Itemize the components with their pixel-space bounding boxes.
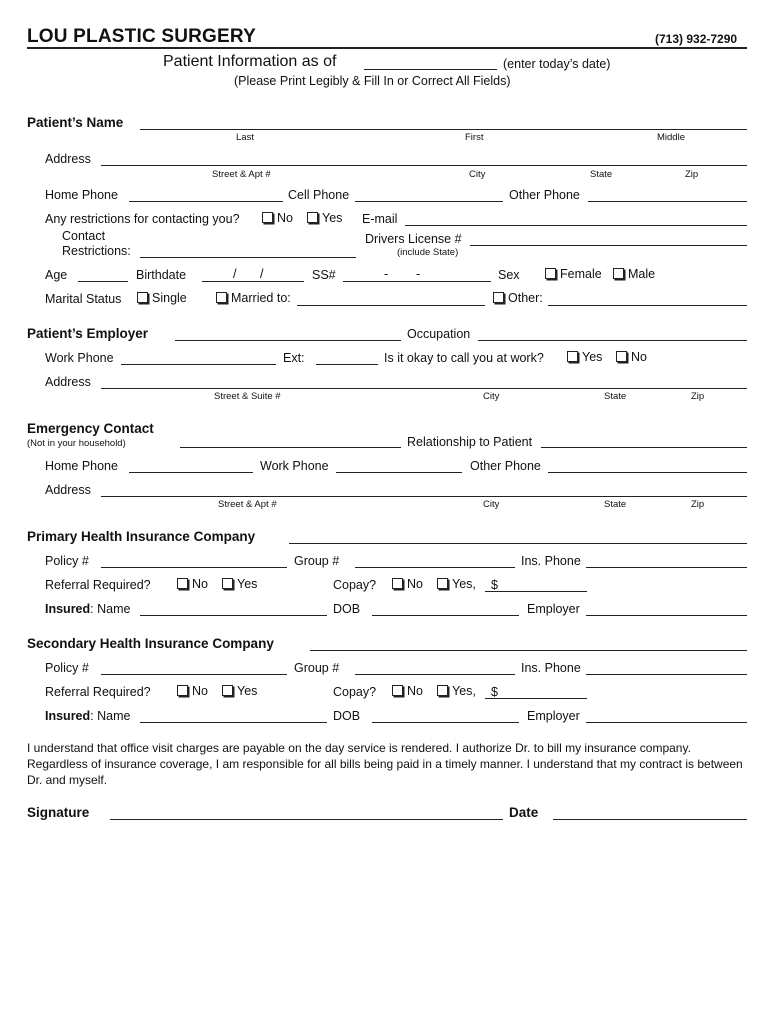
emergency-home-phone-field[interactable] xyxy=(129,472,253,473)
home-phone-label: Home Phone xyxy=(45,188,118,202)
zip-caption: Zip xyxy=(685,169,699,180)
relationship-label: Relationship to Patient xyxy=(407,435,533,449)
emergency-note: (Not in your household) xyxy=(27,438,126,449)
ins-phone-field[interactable] xyxy=(586,674,747,675)
referral-label: Referral Required? xyxy=(45,685,151,699)
dollar-sign: $ xyxy=(491,578,498,592)
street-caption: Street & Apt # xyxy=(218,499,277,510)
insured-name-field[interactable] xyxy=(140,615,327,616)
street-suite-caption: Street & Suite # xyxy=(214,391,281,402)
married-option[interactable]: Married to: xyxy=(216,291,291,305)
checkbox[interactable] xyxy=(392,685,403,696)
patient-name-label: Patient’s Name xyxy=(27,115,124,130)
work-phone-field[interactable] xyxy=(121,364,276,365)
copay-amount-field[interactable] xyxy=(485,591,587,592)
signature-field[interactable] xyxy=(110,819,503,820)
copay-no-option[interactable]: No xyxy=(392,577,423,591)
employer-label: Patient’s Employer xyxy=(27,326,149,341)
group-label: Group # xyxy=(294,661,340,675)
dollar-sign: $ xyxy=(491,685,498,699)
insured-name-label: Insured: Name xyxy=(45,709,131,723)
occupation-field[interactable] xyxy=(478,340,747,341)
copay-yes-option[interactable]: Yes, xyxy=(437,684,476,698)
other-phone-field[interactable] xyxy=(588,201,747,202)
middle-caption: Middle xyxy=(657,132,685,143)
drivers-license-label: Drivers License # xyxy=(365,232,462,246)
policy-field[interactable] xyxy=(101,567,287,568)
group-label: Group # xyxy=(294,554,340,568)
checkbox[interactable] xyxy=(222,685,233,696)
checkbox[interactable] xyxy=(545,268,556,279)
emergency-other-phone-field[interactable] xyxy=(548,472,747,473)
employer-address-label: Address xyxy=(45,375,91,389)
employer-label: Employer xyxy=(527,602,580,616)
form-title: Patient Information as of xyxy=(163,53,337,70)
street-caption: Street & Apt # xyxy=(212,169,271,180)
checkbox[interactable] xyxy=(177,685,188,696)
checkbox[interactable] xyxy=(392,578,403,589)
referral-yes-option[interactable]: Yes xyxy=(222,684,257,698)
dob-field[interactable] xyxy=(372,615,519,616)
copay-label: Copay? xyxy=(333,578,377,592)
primary-insurance-label: Primary Health Insurance Company xyxy=(27,529,256,544)
referral-label: Referral Required? xyxy=(45,578,151,592)
checkbox[interactable] xyxy=(493,292,504,303)
ss-dash-1: - xyxy=(384,267,389,281)
secondary-insurance-label: Secondary Health Insurance Company xyxy=(27,636,274,651)
policy-label: Policy # xyxy=(45,661,89,675)
group-field[interactable] xyxy=(355,674,515,675)
female-option[interactable]: Female xyxy=(545,267,602,281)
cell-phone-field[interactable] xyxy=(355,201,503,202)
restrictions-label: Restrictions: xyxy=(62,244,131,258)
zip-caption: Zip xyxy=(691,391,705,402)
copay-no-option[interactable]: No xyxy=(392,684,423,698)
checkbox[interactable] xyxy=(262,212,273,223)
group-field[interactable] xyxy=(355,567,515,568)
copay-amount-field[interactable] xyxy=(485,698,587,699)
emergency-address-label: Address xyxy=(45,483,91,497)
last-caption: Last xyxy=(236,132,254,143)
primary-insurance-field[interactable] xyxy=(289,543,747,544)
checkbox[interactable] xyxy=(216,292,227,303)
checkbox[interactable] xyxy=(137,292,148,303)
referral-no-option[interactable]: No xyxy=(177,684,208,698)
ok-call-no-option[interactable]: No xyxy=(616,350,647,364)
home-phone-field[interactable] xyxy=(129,201,283,202)
single-option[interactable]: Single xyxy=(137,291,187,305)
checkbox[interactable] xyxy=(177,578,188,589)
restrictions-question: Any restrictions for contacting you? xyxy=(45,212,240,226)
restrictions-field[interactable] xyxy=(140,257,356,258)
drivers-license-field[interactable] xyxy=(470,245,747,246)
other-marital-option[interactable]: Other: xyxy=(493,291,543,305)
insured-name-label: Insured: Name xyxy=(45,602,131,616)
checkbox[interactable] xyxy=(437,578,448,589)
birthdate-field[interactable] xyxy=(202,281,304,282)
checkbox[interactable] xyxy=(222,578,233,589)
billing-agreement-text: I understand that office visit charges are payable on the day service is rendered. I authorize Dr. to bill my insurance company. Regardless of insurance coverage, I am responsible for all bills being paid in a timely manner. I understand that my contract is between Dr. and myself. xyxy=(27,741,743,787)
work-phone-label: Work Phone xyxy=(45,351,114,365)
ext-label: Ext: xyxy=(283,351,305,365)
emergency-work-phone-field[interactable] xyxy=(336,472,462,473)
contact-label: Contact xyxy=(62,229,106,243)
checkbox[interactable] xyxy=(437,685,448,696)
state-caption: State xyxy=(604,499,627,510)
header-rule xyxy=(27,47,747,49)
insured-employer-field[interactable] xyxy=(586,722,747,723)
age-label: Age xyxy=(45,268,68,282)
emergency-other-phone-label: Other Phone xyxy=(470,459,541,473)
signature-label: Signature xyxy=(27,805,90,820)
checkbox[interactable] xyxy=(613,268,624,279)
age-field[interactable] xyxy=(78,281,128,282)
state-caption: State xyxy=(590,169,613,180)
date-hint: (enter today’s date) xyxy=(503,57,611,71)
firm-name: LOU PLASTIC SURGERY xyxy=(27,26,256,47)
male-option[interactable]: Male xyxy=(613,267,655,281)
birthdate-slash-1: / xyxy=(233,267,237,281)
ins-phone-label: Ins. Phone xyxy=(521,661,581,675)
birthdate-label: Birthdate xyxy=(136,268,187,282)
ss-field[interactable] xyxy=(343,281,491,282)
married-to-field[interactable] xyxy=(297,305,485,306)
emergency-contact-label: Emergency Contact xyxy=(27,421,154,436)
copay-label: Copay? xyxy=(333,685,377,699)
occupation-label: Occupation xyxy=(407,327,471,341)
ss-dash-2: - xyxy=(416,267,421,281)
city-caption: City xyxy=(469,169,486,180)
office-phone: (713) 932-7290 xyxy=(655,32,738,46)
checkbox[interactable] xyxy=(616,351,627,362)
ins-phone-label: Ins. Phone xyxy=(521,554,581,568)
address-field[interactable] xyxy=(101,165,747,166)
checkbox[interactable] xyxy=(567,351,578,362)
todays-date-field[interactable] xyxy=(364,69,497,70)
birthdate-slash-2: / xyxy=(260,267,264,281)
ins-phone-field[interactable] xyxy=(586,567,747,568)
emergency-address-field[interactable] xyxy=(101,496,747,497)
city-caption: City xyxy=(483,499,500,510)
dob-label: DOB xyxy=(333,709,361,723)
employer-label: Employer xyxy=(527,709,580,723)
address-label: Address xyxy=(45,152,91,166)
date-label: Date xyxy=(509,805,539,820)
marital-status-label: Marital Status xyxy=(45,292,122,306)
referral-no-option[interactable]: No xyxy=(177,577,208,591)
instruction: (Please Print Legibly & Fill In or Correct All Fields) xyxy=(234,74,511,88)
ss-label: SS# xyxy=(312,268,336,282)
copay-yes-option[interactable]: Yes, xyxy=(437,577,476,591)
email-field[interactable] xyxy=(405,225,747,226)
restrictions-no-option[interactable]: No xyxy=(262,211,293,225)
checkbox[interactable] xyxy=(307,212,318,223)
first-caption: First xyxy=(465,132,484,143)
insured-employer-field[interactable] xyxy=(586,615,747,616)
insured-name-field[interactable] xyxy=(140,722,327,723)
cell-phone-label: Cell Phone xyxy=(288,188,350,202)
policy-label: Policy # xyxy=(45,554,89,568)
emergency-home-phone-label: Home Phone xyxy=(45,459,118,473)
policy-field[interactable] xyxy=(101,674,287,675)
include-state-caption: (include State) xyxy=(397,247,459,258)
secondary-insurance-field[interactable] xyxy=(310,650,747,651)
employer-field[interactable] xyxy=(175,340,401,341)
restrictions-yes-option[interactable]: Yes xyxy=(307,211,342,225)
other-marital-field[interactable] xyxy=(548,305,747,306)
ext-field[interactable] xyxy=(316,364,378,365)
state-caption: State xyxy=(604,391,627,402)
other-phone-label: Other Phone xyxy=(509,188,580,202)
relationship-field[interactable] xyxy=(541,447,747,448)
zip-caption: Zip xyxy=(691,499,705,510)
city-caption: City xyxy=(483,391,500,402)
ok-call-yes-option[interactable]: Yes xyxy=(567,350,602,364)
emergency-work-phone-label: Work Phone xyxy=(260,459,329,473)
emergency-contact-field[interactable] xyxy=(180,447,401,448)
dob-label: DOB xyxy=(333,602,361,616)
ok-to-call-question: Is it okay to call you at work? xyxy=(384,351,544,365)
employer-address-field[interactable] xyxy=(101,388,747,389)
sex-label: Sex xyxy=(498,268,520,282)
patient-name-field[interactable] xyxy=(140,129,747,130)
referral-yes-option[interactable]: Yes xyxy=(222,577,257,591)
dob-field[interactable] xyxy=(372,722,519,723)
date-field[interactable] xyxy=(553,819,747,820)
email-label: E-mail xyxy=(362,212,398,226)
